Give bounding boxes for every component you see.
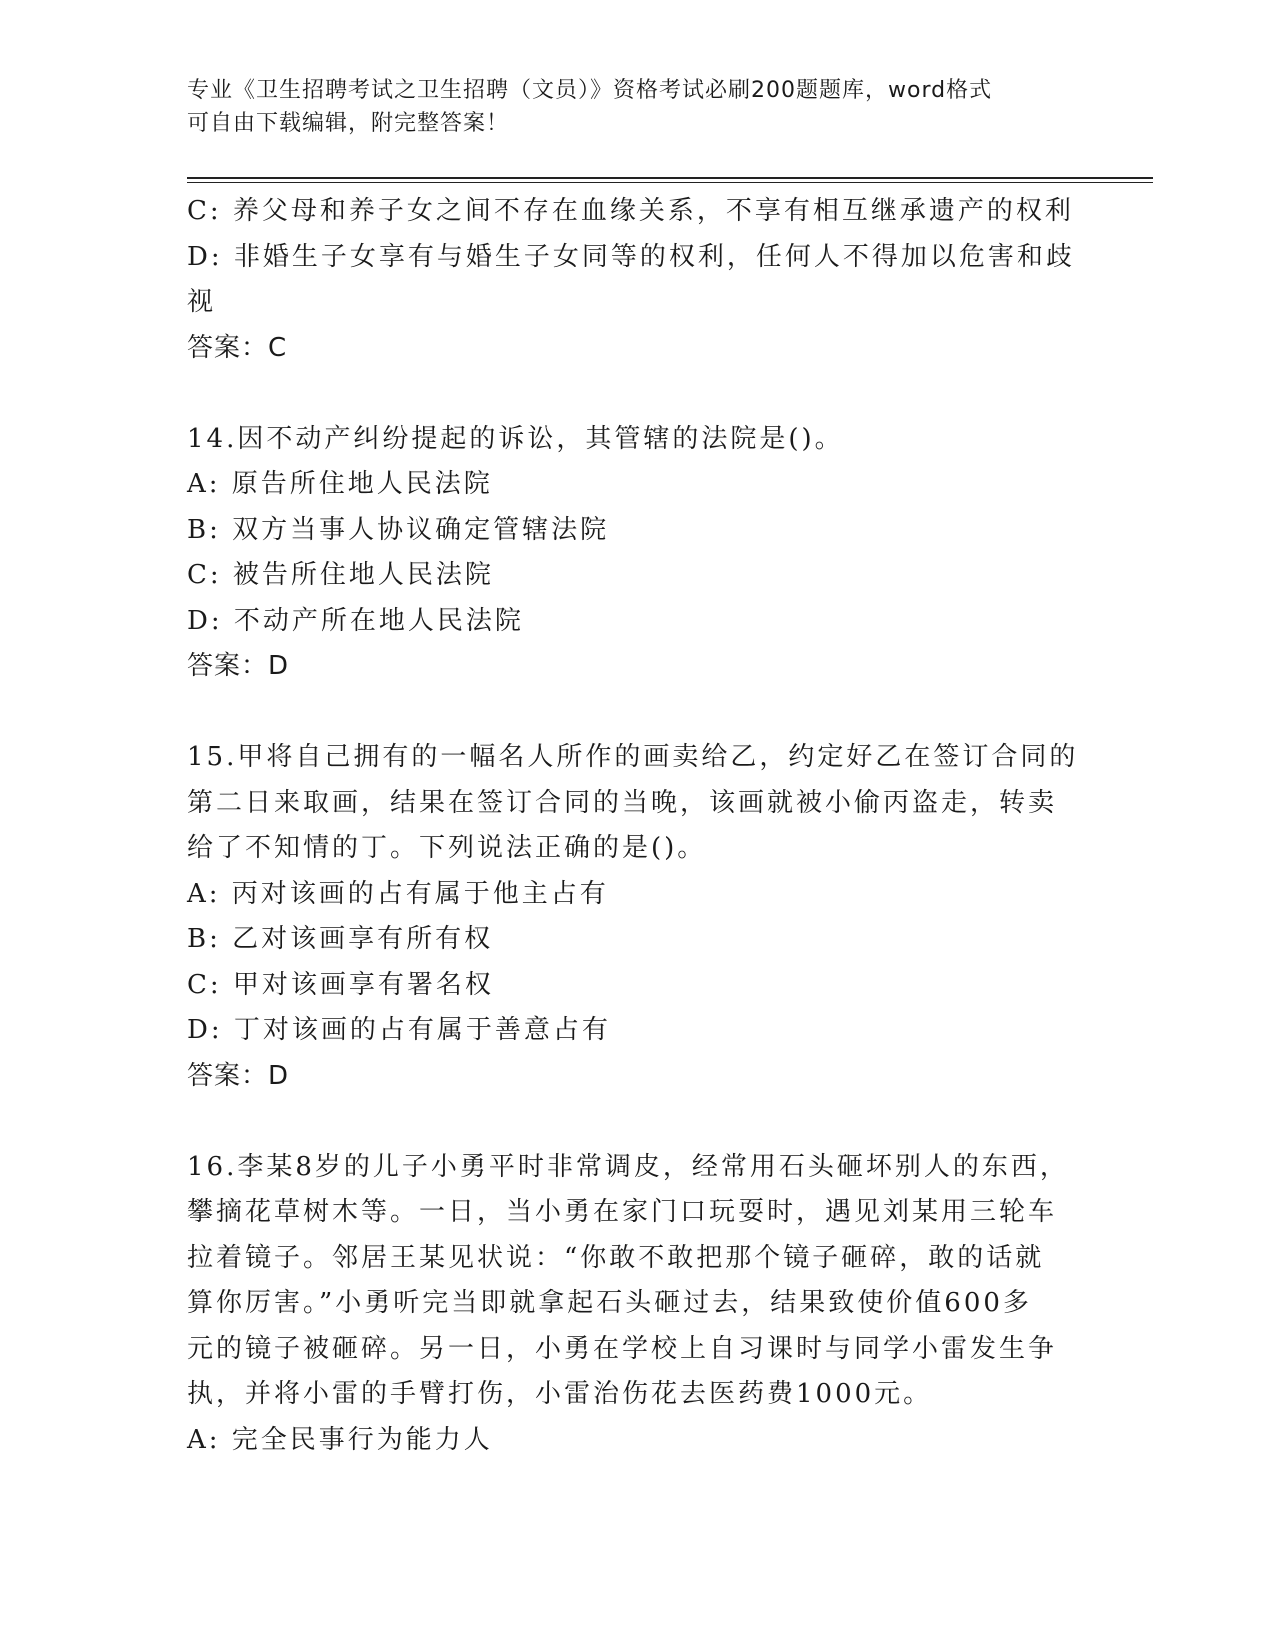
q13-answer: 答案：C xyxy=(187,332,288,363)
q16-stem-line-5: 元的镜子被砸碎。另一日，小勇在学校上自习课时与同学小雷发生争 xyxy=(187,1333,1058,1364)
question-content xyxy=(187,189,1079,1463)
q16-stem-line-4: 算你厉害。”小勇听完当即就拿起石头砸过去，结果致使价值600多 xyxy=(187,1288,1032,1318)
q14-answer: 答案：D xyxy=(187,651,290,681)
q14-option-a: A: 原告所住地人民法院 xyxy=(187,469,493,499)
page-header xyxy=(187,74,1067,140)
q13-option-d-line-2: 视 xyxy=(187,287,217,317)
q16-option-a: A: 完全民事行为能力人 xyxy=(187,1424,493,1455)
q14-option-b: B: 双方当事人协议确定管辖法院 xyxy=(187,514,610,545)
spacer xyxy=(187,1099,1067,1145)
q15-option-b: B: 乙对该画享有所有权 xyxy=(187,924,494,954)
q13-option-c: C: 养父母和养子女之间不存在血缘关系，不享有相互继承遗产的权利 xyxy=(187,196,1074,226)
q16-stem-line-2: 攀摘花草树木等。一日，当小勇在家门口玩耍时，遇见刘某用三轮车 xyxy=(187,1197,1058,1227)
q15-stem-line-3: 给了不知情的丁。下列说法正确的是()。 xyxy=(187,833,707,863)
q14-option-d: D: 不动产所在地人民法院 xyxy=(187,605,524,636)
q16-stem-line-3: 拉着镜子。邻居王某见状说：“你敢不敢把那个镜子砸碎，敢的话就 xyxy=(187,1242,1045,1273)
header-line-1: 专业《卫生招聘考试之卫生招聘（文员）》资格考试必刷200题题库，word格式 xyxy=(187,78,993,103)
q16-stem-line-1: 16.李某8岁的儿子小勇平时非常调皮，经常用石头砸坏别人的东西， xyxy=(187,1151,1069,1182)
q14-option-c: C: 被告所住地人民法院 xyxy=(187,560,494,590)
q15-stem-line-1: 15.甲将自己拥有的一幅名人所作的画卖给乙，约定好乙在签订合同的 xyxy=(187,742,1079,772)
q15-answer: 答案：D xyxy=(187,1060,290,1091)
header-divider-thick xyxy=(187,177,1153,179)
q15-option-c: C: 甲对该画享有署名权 xyxy=(187,969,494,1000)
q14-stem: 14.因不动产纠纷提起的诉讼，其管辖的法院是()。 xyxy=(187,423,844,454)
q13-option-d-line-1: D: 非婚生子女享有与婚生子女同等的权利，任何人不得加以危害和歧 xyxy=(187,241,1075,272)
header-line-2: 可自由下载编辑，附完整答案！ xyxy=(187,111,510,136)
spacer xyxy=(187,371,1067,417)
q15-stem-line-2: 第二日来取画，结果在签订合同的当晚，该画就被小偷丙盗走，转卖 xyxy=(187,787,1058,818)
spacer xyxy=(187,690,1067,736)
header-divider-thin xyxy=(187,182,1153,183)
q15-option-d: D: 丁对该画的占有属于善意占有 xyxy=(187,1015,611,1045)
q15-option-a: A: 丙对该画的占有属于他主占有 xyxy=(187,878,609,909)
q16-stem-line-6: 执，并将小雷的手臂打伤，小雷治伤花去医药费1000元。 xyxy=(187,1379,933,1409)
